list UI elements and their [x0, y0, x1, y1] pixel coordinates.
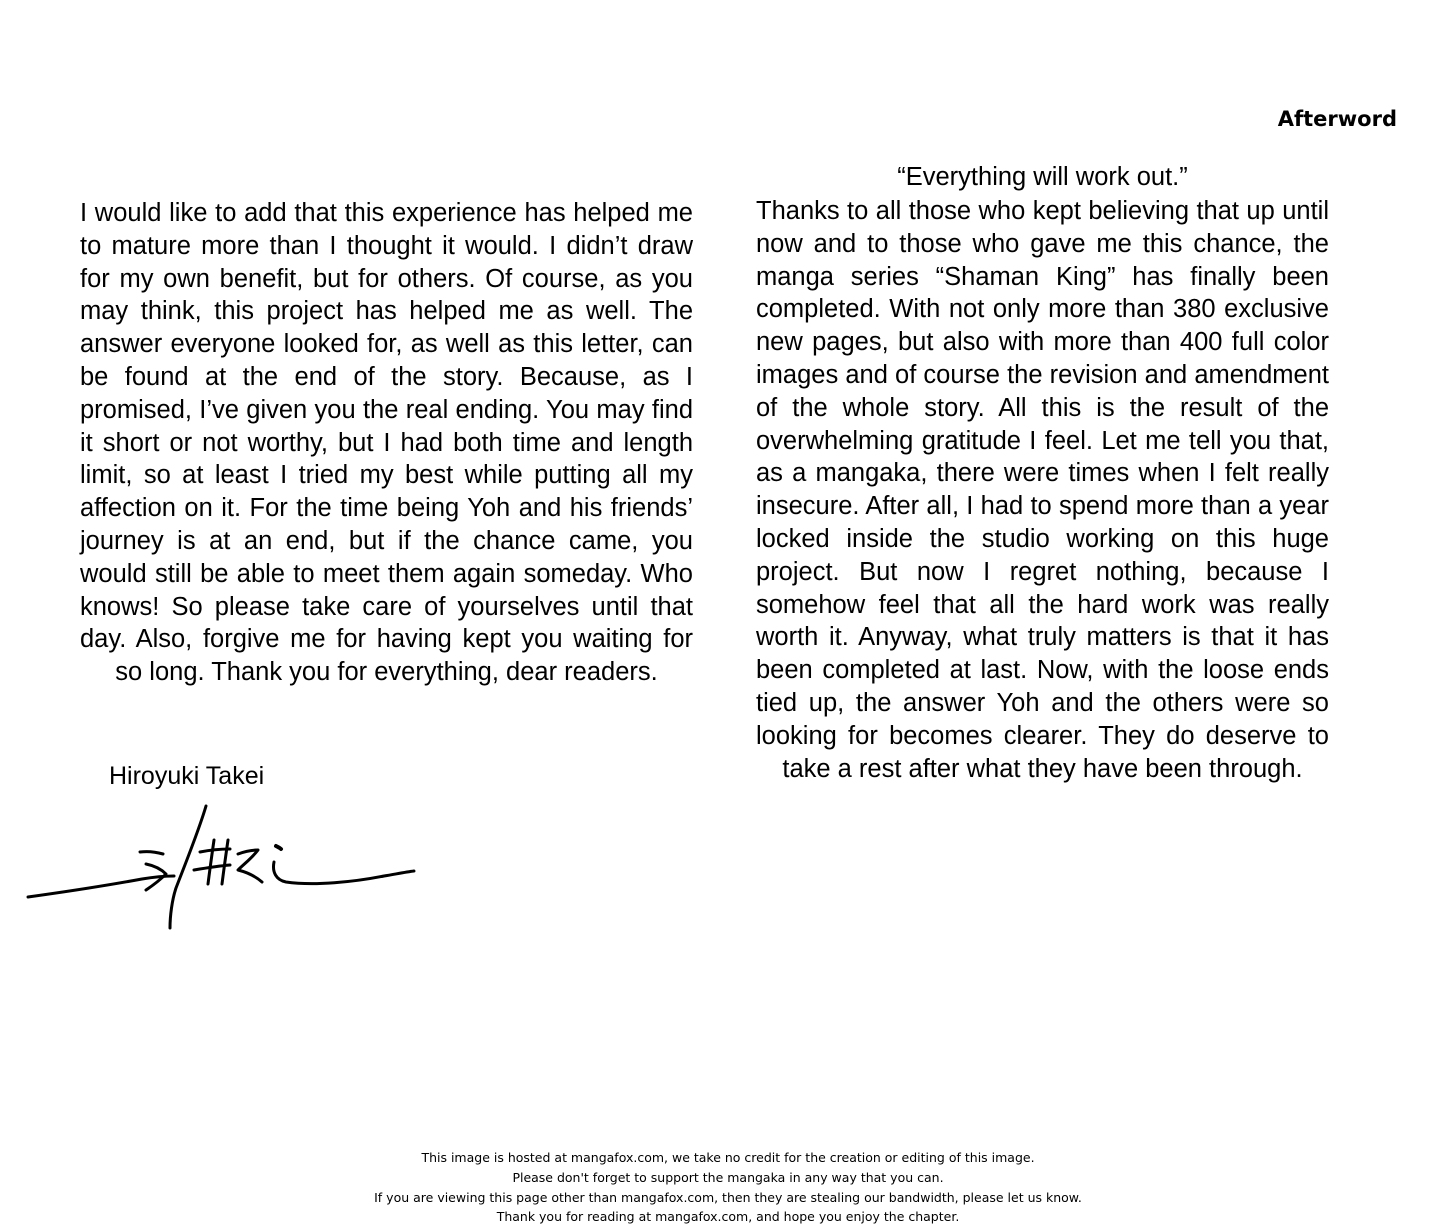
- credit-line: Thank you for reading at mangafox.com, and hope you enjoy the chapter.: [496, 1209, 960, 1225]
- page-heading: Afterword: [1277, 107, 1397, 131]
- right-column: [756, 195, 1329, 785]
- epigraph: “Everything will work out.”: [897, 163, 1188, 191]
- hosting-credits: [0, 1148, 1456, 1227]
- signature-icon: [24, 800, 424, 940]
- left-paragraph: I would like to add that this experience has helped me to mature more than I thought it would. I didn’t draw for my own benefit, but for others. Of course, as you may think, this project has helped me as well. The answer everyone looked for, as well as this letter, can be found at the end of the story. Because, as I promised, I’ve given you the real ending. You may find it short or not worthy, but I had both time and length limit, so at least I tried my best while putting all my affection on it. For the time being Yoh and his friends’ journey is at an end, but if the chance came, you would still be able to meet them again someday. Who knows! So please take care of yourselves until that day. Also, forgive me for having kept you waiting for so long. Thank you for everything, dear readers.: [80, 199, 693, 687]
- right-paragraph: Thanks to all those who kept believing that up until now and to those who gave me this chance, the manga series “Shaman King” has finally been completed. With not only more than 380 exclusive new pages, but also with more than 400 full color images and of course the revision and amendment of the whole story. All this is the result of the overwhelming gratitude I feel. Let me tell you that, as a mangaka, there were times when I felt really insecure. After all, I had to spend more than a year locked inside the studio working on this huge project. But now I regret nothing, because I somehow feel that all the hard work was really worth it. Anyway, what truly matters is that it has been completed at last. Now, with the loose ends tied up, the answer Yoh and the others were so looking for becomes clearer. They do deserve to take a rest after what they have been through.: [756, 197, 1329, 783]
- credit-line: Please don't forget to support the mangaka in any way that you can.: [512, 1169, 944, 1185]
- left-column: [80, 197, 693, 689]
- credit-line: If you are viewing this page other than mangafox.com, then they are stealing our bandwidth, please let us know.: [374, 1189, 1082, 1205]
- credit-line: This image is hosted at mangafox.com, we take no credit for the creation or editing of this image.: [421, 1150, 1035, 1165]
- author-name: Hiroyuki Takei: [109, 762, 265, 790]
